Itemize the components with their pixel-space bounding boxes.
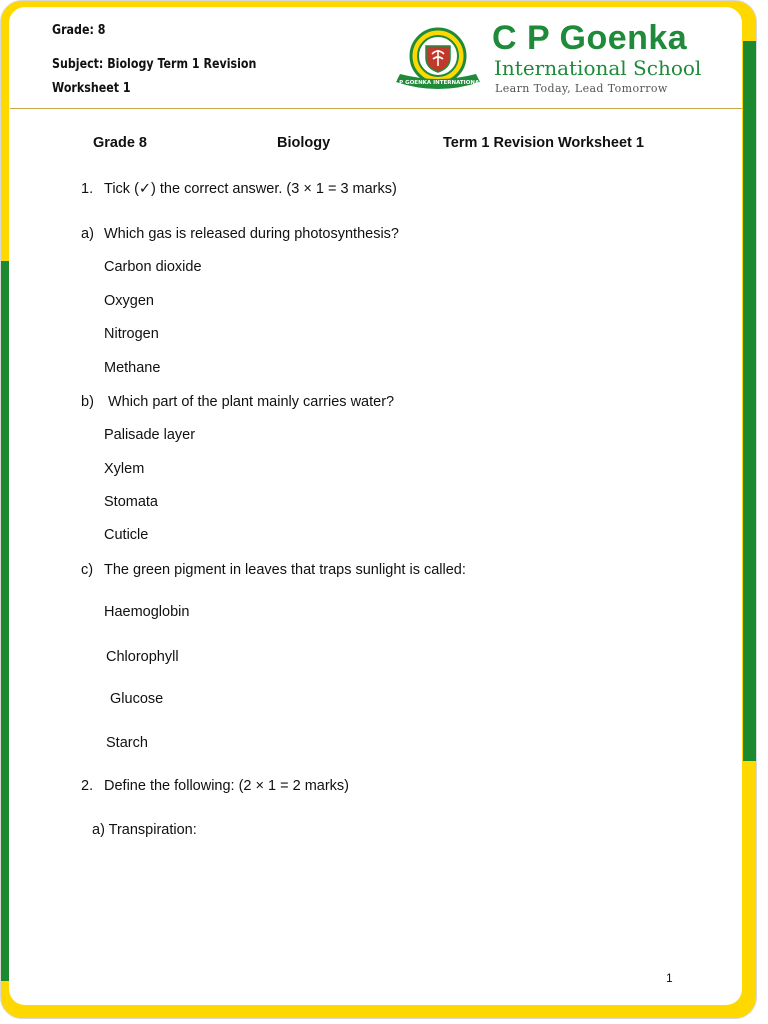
q1a-label: a) [81, 226, 94, 242]
q1c-option[interactable]: Glucose [110, 691, 164, 707]
q1a-option[interactable]: Nitrogen [104, 326, 159, 342]
page-number: 1 [666, 971, 673, 985]
q1-number: 1. [81, 181, 94, 197]
q2-number: 2. [81, 778, 94, 794]
header-worksheet: Worksheet 1 [52, 80, 131, 96]
school-tagline: Learn Today, Lead Tomorrow [495, 82, 668, 95]
q1-text: Tick (✓) the correct answer. (3 × 1 = 3 marks) [104, 181, 397, 197]
school-emblem-icon [392, 26, 484, 96]
q2a-label: a) Transpiration: [92, 822, 197, 838]
q1c-option[interactable]: Starch [106, 735, 148, 751]
q1a-question: Which gas is released during photosynthesis? [104, 226, 399, 242]
border-green-right [743, 41, 756, 761]
q1a-option[interactable]: Oxygen [104, 293, 154, 309]
school-name: C P Goenka [492, 19, 688, 57]
title-worksheet: Term 1 Revision Worksheet 1 [443, 135, 644, 151]
header-divider [10, 108, 742, 109]
q2-text: Define the following: (2 × 1 = 2 marks) [104, 778, 350, 794]
q1b-question: Which part of the plant mainly carries water? [108, 394, 395, 410]
q1b-option[interactable]: Xylem [104, 461, 145, 477]
title-grade: Grade 8 [93, 135, 147, 151]
emblem-ribbon-text: C P GOENKA INTERNATIONAL [393, 80, 483, 86]
q1b-option[interactable]: Cuticle [104, 527, 149, 543]
header-subject: Subject: Biology Term 1 Revision [52, 56, 257, 72]
q1c-label: c) [81, 562, 94, 578]
q1b-option[interactable]: Palisade layer [104, 427, 196, 443]
title-subject: Biology [277, 135, 331, 151]
q1c-option[interactable]: Haemoglobin [104, 604, 190, 620]
q1c-question: The green pigment in leaves that traps sunlight is called: [104, 562, 466, 578]
header-grade: Grade: 8 [52, 22, 106, 38]
q1a-option[interactable]: Methane [104, 360, 161, 376]
q1b-option[interactable]: Stomata [104, 494, 158, 510]
q1a-option[interactable]: Carbon dioxide [104, 259, 202, 275]
q1c-option[interactable]: Chlorophyll [106, 649, 179, 665]
q1b-label: b) [81, 394, 94, 410]
school-subtitle: International School [494, 56, 702, 80]
